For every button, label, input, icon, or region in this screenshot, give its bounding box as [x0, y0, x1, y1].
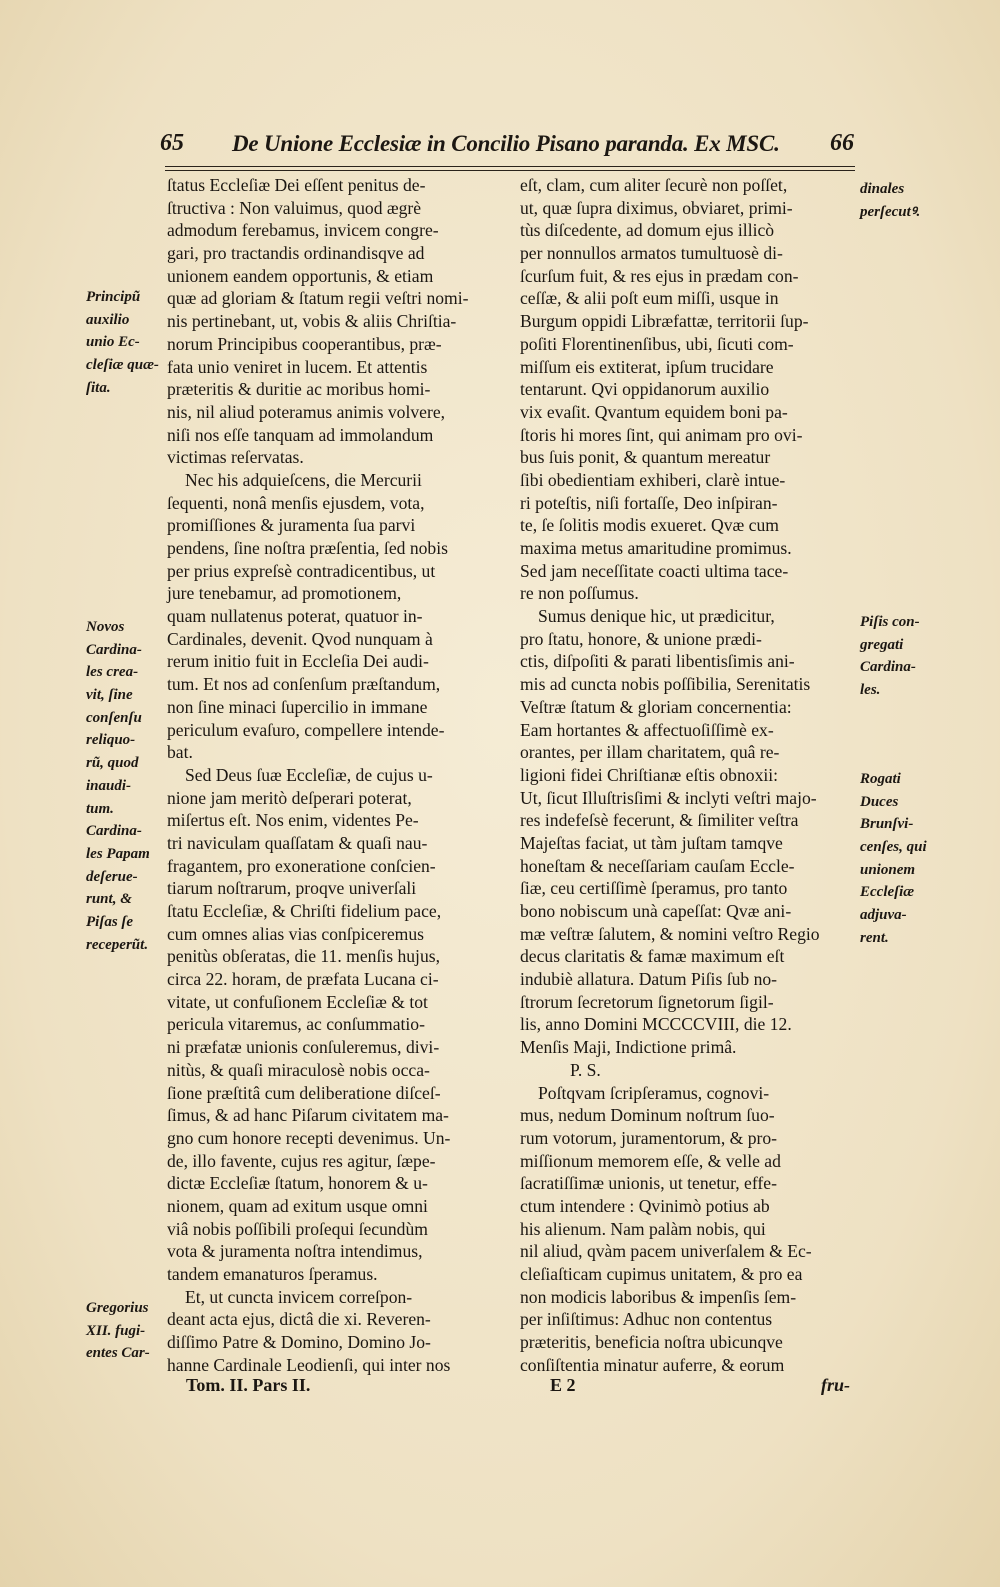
text-line: unionem eandem opportunis, & etiam [167, 265, 434, 286]
text-line: Brunſvi- [860, 816, 914, 833]
text-line: rũ, quod [86, 755, 139, 772]
text-line: tum. Et nos ad conſenſum præſtandum, [167, 674, 441, 695]
text-line: hanne Cardinale Leodienſi, qui inter nos [167, 1354, 451, 1375]
text-line: entes Car- [86, 1345, 150, 1362]
text-line: nione jam meritò deſperari poterat, [167, 787, 412, 808]
text-line: dinales [860, 181, 905, 197]
text-line: poſiti Florentinenſibus, ubi, ſicuti com- [520, 333, 794, 354]
text-line: Piſas ſe [86, 913, 134, 930]
margin-note-left-3 [86, 1297, 164, 1365]
text-line: honeſtam & neceſſariam cauſam Eccle- [520, 855, 795, 876]
text-line: receperũt. [86, 936, 149, 953]
text-line: deſerue- [86, 868, 138, 885]
text-line: nionem, quam ad exitum usque omni [167, 1195, 428, 1216]
margin-note-right-1 [860, 178, 960, 223]
right-text-column [520, 174, 860, 1376]
text-line: bus ſuis ponit, & quantum mereatur [520, 447, 771, 468]
text-line: ſtructiva : Non valuimus, quod ægrè [167, 197, 422, 218]
text-line: diſſimo Patre & Domino, Domino Jo- [167, 1332, 431, 1353]
running-title: De Unione Ecclesiæ in Concilio Pisano paranda. Ex MSC. [232, 131, 780, 156]
text-line: præteritis, beneficia noſtra ubicunqve [520, 1332, 783, 1353]
text-line: Cardinales, devenit. Qvod nunquam à [167, 628, 433, 649]
text-line: vitate, ut confuſionem Eccleſiæ & tot [167, 991, 428, 1012]
text-line: Et, ut cuncta invicem correſpon- [185, 1286, 413, 1307]
text-line: ſibi obedientiam exhiberi, clarè intue- [520, 469, 786, 490]
text-line: unionem [860, 861, 916, 878]
text-line: Majeſtas faciat, ut tàm juſtam tamqve [520, 832, 783, 853]
margin-note-right-3 [860, 768, 960, 950]
text-line: deant acta ejus, dictâ die xi. Reveren- [167, 1309, 431, 1330]
text-line: decus claritatis & famæ maximum eſt [520, 946, 785, 967]
text-line: auxilio [86, 311, 130, 328]
text-line: cum omnes alias vias conſpiceremus [167, 923, 424, 944]
text-line: ſcurſum fuit, & res ejus in prædam con- [520, 265, 799, 286]
text-line: de, illo favente, cujus res agitur, ſæpe- [167, 1150, 436, 1171]
text-line: vit, ſine [86, 687, 133, 704]
text-line: nil aliud, qvàm pacem univerſalem & Ec- [520, 1241, 812, 1262]
text-line: nis pertinebant, ut, vobis & aliis Chriſtia- [167, 311, 457, 332]
text-line: inaudi- [86, 777, 132, 794]
text-line: ſtatus Eccleſiæ Dei eſſent penitus de- [167, 175, 426, 195]
text-line: quam nullatenus poterat, quatuor in- [167, 606, 423, 627]
text-line: admodum ferebamus, invicem congre- [167, 220, 439, 241]
text-line: ſimus, & ad hanc Piſarum civitatem ma- [167, 1105, 449, 1126]
text-line: rum votorum, juramentorum, & pro- [520, 1127, 778, 1148]
text-line: ctum intendere : Qvinimò potius ab [520, 1195, 770, 1216]
text-line: tiarum noſtrarum, proqve univerſali [167, 878, 417, 899]
text-line: ceſſæ, & alii poſt eum miſſi, usque in [520, 288, 779, 309]
text-line: Ut, ſicut Illuſtrisſimi & inclyti veſtri majo- [520, 787, 817, 808]
text-line: norum Principibus cooperantibus, præ- [167, 333, 442, 354]
text-line: miſſum eis extiterat, ipſum trucidare [520, 356, 774, 377]
margin-note-right-2 [860, 611, 960, 702]
text-line: vota & juramenta noſtra intendimus, [167, 1241, 423, 1262]
text-line: rerum initio fuit in Eccleſia Dei audi- [167, 651, 429, 672]
text-line: victimas reſervatas. [167, 447, 304, 468]
text-line: Cardina- [86, 823, 142, 840]
text-line: fata unio veniret in lucem. Et attentis [167, 356, 428, 377]
text-line: circa 22. horam, de præfata Lucana ci- [167, 969, 439, 990]
text-line: fragantem, pro exoneratione conſcien- [167, 855, 436, 876]
margin-note-left-2 [86, 616, 164, 956]
text-line: per inſiſtimus: Adhuc non contentus [520, 1309, 773, 1330]
text-line: Duces [860, 793, 899, 810]
header-rule [165, 166, 855, 171]
text-line: Eam hortantes & affectuoſiſſimè ex- [520, 719, 774, 740]
text-line: Sed jam neceſſitate coacti ultima tace- [520, 560, 789, 581]
text-line: miſſionum memorem eſſe, & velle ad [520, 1150, 781, 1171]
catchword: fru- [821, 1375, 851, 1395]
text-line: non modicis laboribus & impenſis ſem- [520, 1286, 797, 1307]
text-line: tentarunt. Qvi oppidanorum auxilio [520, 379, 770, 400]
text-line: cleſiaſticam cupimus unitatem, & pro ea [520, 1264, 803, 1284]
text-line: ctis, diſpoſiti & parati libentisſimis ani- [520, 651, 795, 672]
text-line: cleſiæ quæ- [86, 357, 159, 374]
text-line: tri naviculam quaſſatam & quaſi nau- [167, 832, 428, 853]
text-line: penitùs obſeratas, die 11. menſis hujus, [167, 946, 440, 967]
text-line: gregati [860, 636, 904, 653]
text-line: res indefeſsè fecerunt, & ſimiliter veſtra [520, 810, 799, 831]
text-line: pendens, ſine noſtra præſentia, ſed nobis [167, 538, 448, 558]
text-line: Gregorius [86, 1300, 149, 1316]
text-line: Burgum oppidi Libræfattæ, territorii ſup- [520, 311, 809, 332]
text-line: Novos [86, 619, 125, 635]
text-line: cenſes, qui [860, 839, 927, 856]
text-line: Cardina- [86, 641, 142, 658]
text-line: ni præfatæ unionis conſuleremus, divi- [167, 1037, 440, 1058]
signature-mark: Tom. II. Pars II. [186, 1375, 311, 1395]
sheet-signature: E 2 [550, 1375, 576, 1395]
page-number-right: 66 [830, 130, 854, 156]
text-line: ligioni fidei Chriſtianæ eſtis obnoxii: [520, 764, 779, 785]
text-line: dictæ Eccleſiæ ſtatum, honorem & u- [167, 1173, 428, 1194]
text-line: his alienum. Nam palàm nobis, qui [520, 1218, 766, 1239]
margin-note-left-1 [86, 286, 164, 399]
text-line: Menſis Maji, Indictione primâ. [520, 1037, 737, 1058]
text-line: XII. fugi- [86, 1322, 146, 1339]
text-line: indubiè allatura. Datum Piſis ſub no- [520, 969, 778, 990]
text-line: ſione præſtitâ cum deliberatione diſceſ- [167, 1082, 441, 1103]
text-line: Cardina- [860, 659, 916, 676]
left-text-column [167, 174, 505, 1376]
text-line: adjuva- [860, 907, 907, 924]
text-line: mæ veſtræ ſalutem, & nomini veſtro Regio [520, 923, 820, 944]
text-line: jure tenebamur, ad promotionem, [167, 583, 402, 604]
text-line: per prius expreſsè contradicentibus, ut [167, 560, 436, 581]
text-line: ri poteſtis, niſi fortaſſe, Deo inſpiran- [520, 492, 778, 513]
text-line: niſi nos eſſe tanquam ad immolandum [167, 424, 434, 445]
text-line: runt, & [86, 891, 132, 908]
text-line: Rogati [860, 771, 901, 787]
text-line: rent. [860, 929, 889, 946]
text-line: nitùs, & quaſi miraculosè nobis occa- [167, 1059, 430, 1080]
text-line: Sumus denique hic, ut prædicitur, [538, 606, 775, 627]
text-line: Piſis con- [860, 614, 920, 630]
text-line: ſacratiſſimæ unionis, ut tenetur, effe- [520, 1173, 777, 1194]
text-line: lis, anno Domini MCCCCVIII, die 12. [520, 1014, 792, 1035]
running-header [160, 130, 860, 164]
text-line: Nec his adquieſcens, die Mercurii [185, 469, 422, 490]
text-line: præteritis & duritie ac moribus homi- [167, 379, 431, 400]
text-line: Eccleſiæ [860, 884, 915, 901]
text-line: les. [860, 682, 881, 699]
text-line: tandem emanaturos ſperamus. [167, 1264, 378, 1284]
text-line: tùs diſcedente, ad domum ejus illicò [520, 220, 775, 241]
text-line: promiſſiones & juramenta ſua parvi [167, 515, 416, 536]
text-line: Principũ [86, 289, 141, 305]
text-line: ſita. [86, 379, 111, 396]
text-line: miſertus eſt. Nos enim, videntes Pe- [167, 810, 419, 831]
text-line: conſenſu [86, 709, 142, 726]
text-line: re non poſſumus. [520, 583, 639, 604]
text-line: non ſine minaci ſupercilio in immane [167, 696, 428, 717]
text-line: quæ ad gloriam & ſtatum regii veſtri nomi- [167, 288, 469, 309]
text-line: ſtatu Eccleſiæ, & Chriſti fidelium pace, [167, 901, 442, 921]
text-line: ut, quæ ſupra diximus, obviaret, primi- [520, 197, 793, 218]
text-line: pericula vitaremus, ac conſummatio- [167, 1014, 425, 1035]
text-line: les Papam [86, 845, 150, 862]
text-line: Sed Deus ſuæ Eccleſiæ, de cujus u- [185, 764, 433, 785]
text-line: unio Ec- [86, 334, 140, 351]
text-line: maxima metus amaritudine promimus. [520, 538, 792, 558]
text-line: P. S. [570, 1059, 601, 1080]
text-line: eſt, clam, cum aliter ſecurè non poſſet, [520, 175, 788, 195]
text-line: ſtrorum ſecretorum ſignetorum ſigil- [520, 991, 774, 1012]
text-line: mis ad cuncta nobis poſſibilia, Serenitatis [520, 674, 811, 695]
text-line: gari, pro tractandis ordinandisqve ad [167, 243, 425, 264]
text-line: mus, nedum Dominum noſtrum ſuo- [520, 1105, 775, 1126]
text-line: ſiæ, ceu certiſſimè ſperamus, pro tanto [520, 878, 788, 899]
text-line: vix evaſit. Qvantum equidem boni pa- [520, 401, 788, 422]
page-number-left: 65 [160, 130, 184, 156]
text-line: tum. [86, 800, 114, 817]
text-line: bat. [167, 742, 193, 763]
text-line: gno cum honore recepti devenimus. Un- [167, 1127, 451, 1148]
text-line: conſiſtentia minatur auferre, & eorum [520, 1354, 785, 1375]
text-line: ſequenti, nonâ menſis ejusdem, vota, [167, 492, 425, 513]
text-line: bono nobiscum unà capeſſat: Qvæ ani- [520, 901, 792, 921]
text-line: viâ nobis poſſibili proſequi ſecundùm [167, 1218, 428, 1239]
text-line: periculum evaſuro, compellere intende- [167, 719, 445, 740]
text-line: ſtoris hi mores ſint, qui animam pro ovi- [520, 424, 803, 445]
text-line: Veſtræ ſtatum & gloriam concernentia: [520, 696, 792, 717]
text-line: Poſtqvam ſcripſeramus, cognovi- [538, 1082, 770, 1103]
text-line: te, ſe ſolitis modis exueret. Qvæ cum [520, 515, 779, 536]
text-line: perſecutꝰ. [860, 203, 921, 220]
text-line: nis, nil aliud poteramus animis volvere, [167, 401, 446, 422]
text-line: per nonnullos armatos tumultuosè di- [520, 243, 783, 264]
text-line: les crea- [86, 664, 139, 681]
text-line: pro ſtatu, honore, & unione prædi- [520, 628, 762, 649]
text-line: reliquo- [86, 732, 136, 749]
text-line: orantes, per illam charitatem, quâ re- [520, 742, 780, 763]
